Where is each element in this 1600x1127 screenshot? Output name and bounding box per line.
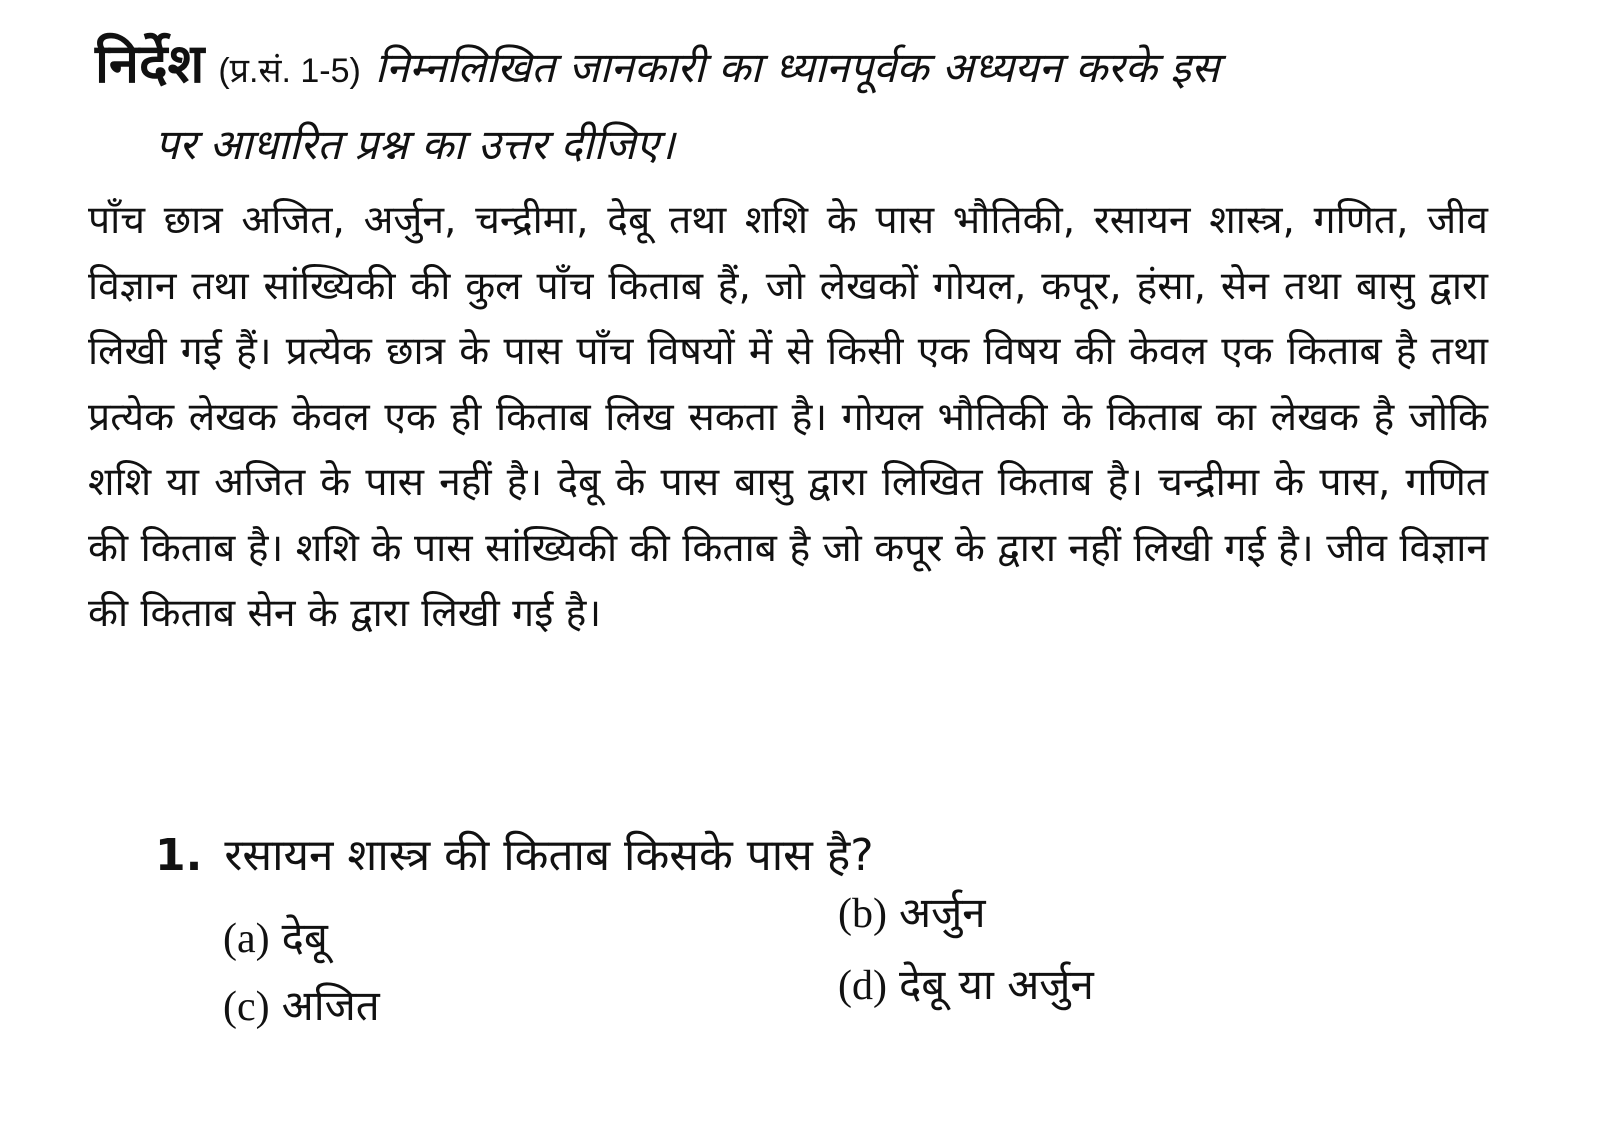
option-d[interactable] (838, 957, 1094, 1014)
option-a-text: देबू (281, 913, 328, 962)
option-d-text: देबू या अर्जुन (898, 960, 1094, 1009)
option-b-text: अर्जुन (898, 888, 986, 937)
question-text: रसायन शास्त्र की किताब किसके पास है? (224, 830, 874, 881)
passage-paragraph: पाँच छात्र अजित, अर्जुन, चन्द्रीमा, देबू तथा शशि के पास भौतिकी, रसायन शास्त्र, गणित, जीव विज्ञान तथा सांख्यिकी की कुल पाँच किताब हैं, जो लेखकों गोयल, कपूर, हंसा, सेन तथा बासु द्वारा लिखी गई हैं। प्रत्येक छात्र के पास पाँच विषयों में से किसी एक विषय की केवल एक किताब है तथा प्रत्येक लेखक केवल एक ही किताब लिख सकता है। गोयल भौतिकी के किताब का लेखक है जोकि शशि या अजित के पास नहीं है। देबू के पास बासु द्वारा लिखित किताब है। चन्द्रीमा के पास, गणित की किताब है। शशि के पास सांख्यिकी की किताब है जो कपूर के द्वारा नहीं लिखी गई है। जीव विज्ञान की किताब सेन के द्वारा लिखी गई है। (88, 198, 1488, 636)
option-a[interactable] (223, 910, 328, 967)
option-c-label: (c) (223, 984, 270, 1030)
question-number: 1. (155, 830, 203, 881)
question-range: (प्र.सं. 1-5) (218, 52, 361, 90)
option-b-label: (b) (838, 891, 887, 937)
directions-text-line2: पर आधारित प्रश्न का उत्तर दीजिए। (155, 120, 675, 169)
directions-heading: निर्देश (95, 32, 205, 95)
question-1 (155, 826, 1455, 886)
option-c[interactable] (223, 978, 380, 1035)
option-a-label: (a) (223, 916, 270, 962)
option-b[interactable] (838, 885, 986, 942)
directions-text-line1: निम्नलिखित जानकारी का ध्यानपूर्वक अध्ययन करके इस (374, 43, 1220, 92)
option-d-label: (d) (838, 963, 887, 1009)
directions-block (95, 28, 1515, 177)
option-c-text: अजित (281, 981, 380, 1030)
